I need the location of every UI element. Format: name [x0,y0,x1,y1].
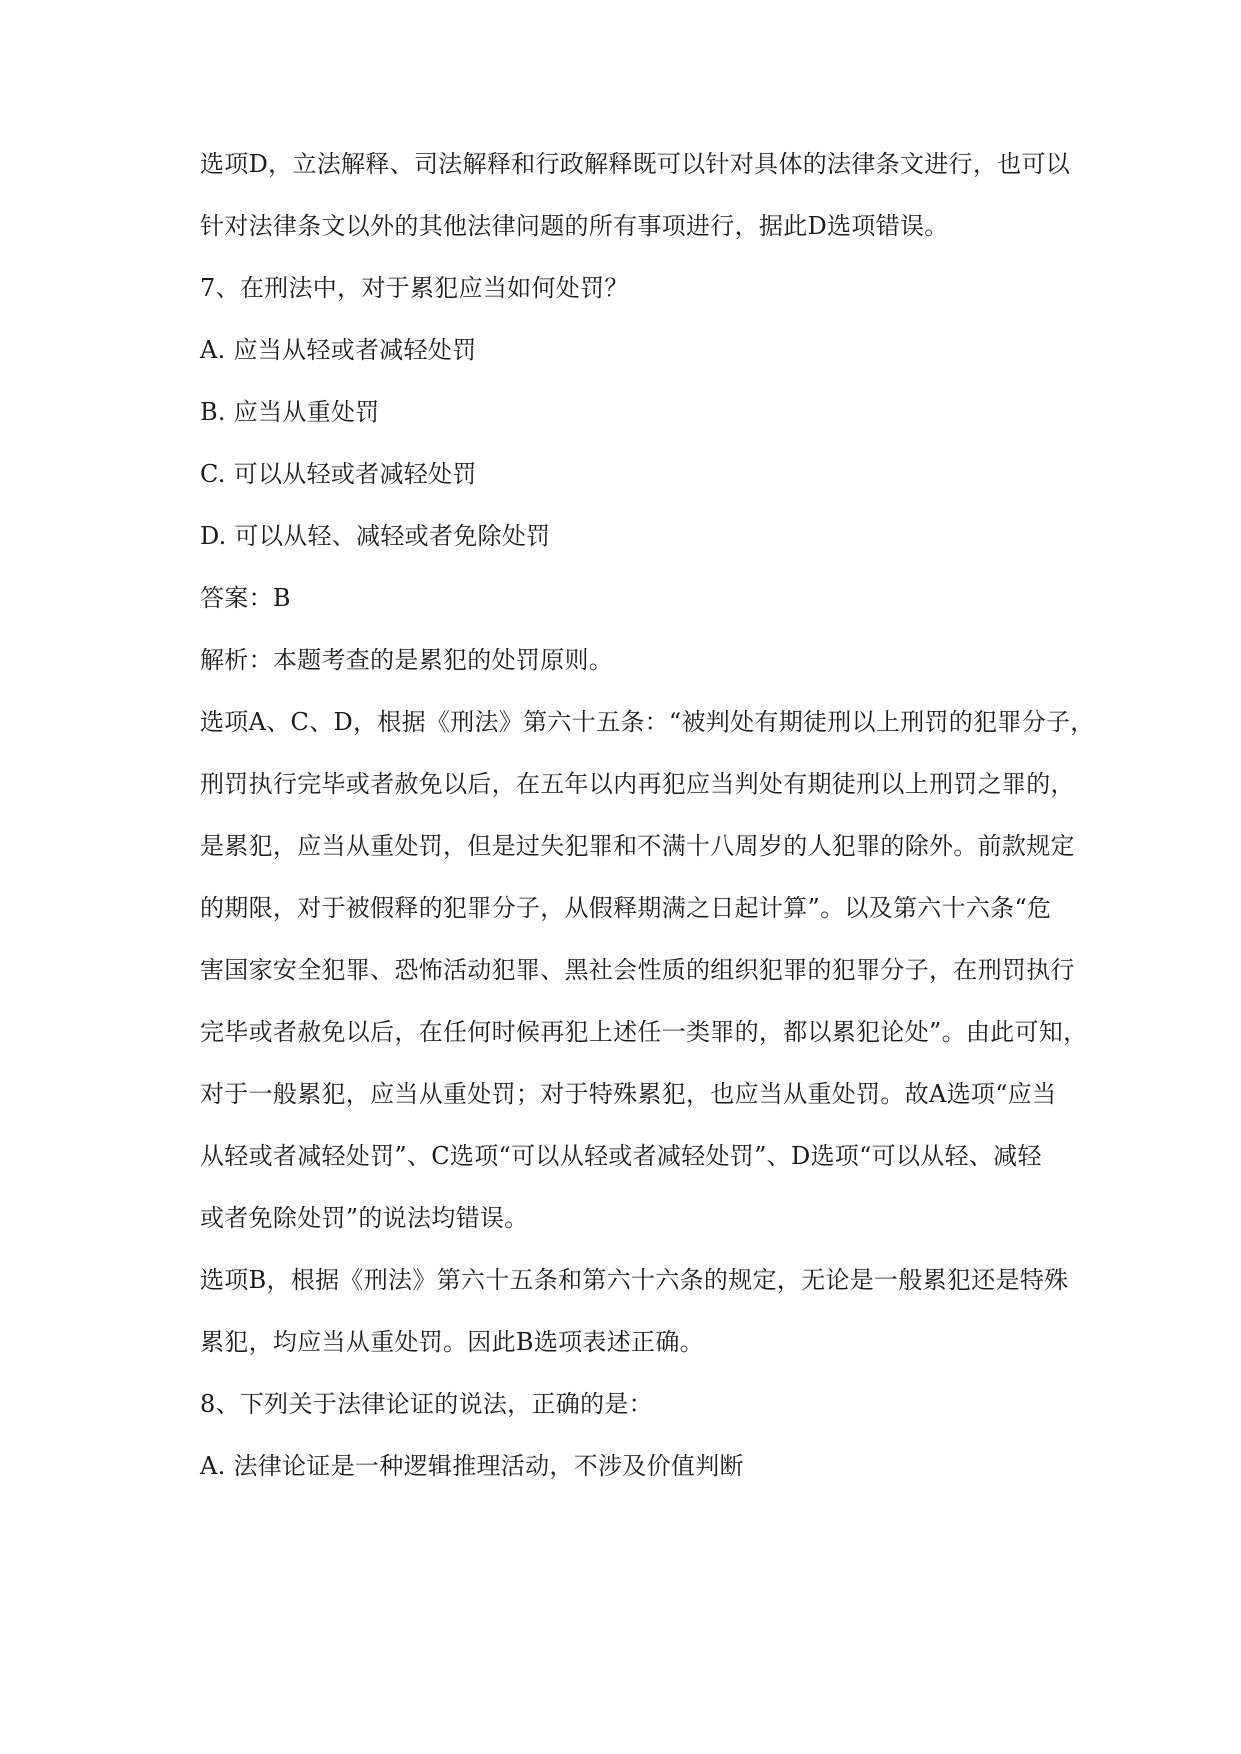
question-8-title: 8、下列关于法律论证的说法，正确的是： [200,1390,653,1418]
text-line: 选项A、C、D，根据《刑法》第六十五条：“被判处有期徒刑以上刑罚的犯罪分子， [200,708,1095,736]
question-7-option-d: D. 可以从轻、减轻或者免除处罚 [200,522,551,550]
question-7-analysis: 解析：本题考查的是累犯的处罚原则。 [200,646,614,674]
text-line: 累犯，均应当从重处罚。因此B选项表述正确。 [200,1328,704,1356]
text-line: 选项D，立法解释、司法解释和行政解释既可以针对具体的法律条文进行，也可以 [200,150,1071,178]
question-7-answer: 答案：B [200,584,291,612]
text-line: 从轻或者减轻处罚”、C选项“可以从轻或者减轻处罚”、D选项“可以从轻、减轻 [200,1142,1042,1170]
text-line: 害国家安全犯罪、恐怖活动犯罪、黑社会性质的组织犯罪的犯罪分子，在刑罚执行 [200,956,1075,984]
text-line: 完毕或者赦免以后，在任何时候再犯上述任一类罪的，都以累犯论处”。由此可知， [200,1018,1088,1046]
question-7-title: 7、在刑法中，对于累犯应当如何处罚？ [200,274,629,302]
question-7-option-c: C. 可以从轻或者减轻处罚 [200,460,477,488]
text-line: 刑罚执行完毕或者赦免以后，在五年以内再犯应当判处有期徒刑以上刑罚之罪的， [200,770,1075,798]
question-7-option-b: B. 应当从重处罚 [200,398,380,426]
text-line: 是累犯，应当从重处罚，但是过失犯罪和不满十八周岁的人犯罪的除外。前款规定 [200,832,1075,860]
question-7-option-a: A. 应当从轻或者减轻处罚 [200,336,477,364]
question-8-option-a: A. 法律论证是一种逻辑推理活动，不涉及价值判断 [200,1452,744,1480]
text-line: 针对法律条文以外的其他法律问题的所有事项进行，据此D选项错误。 [200,212,949,240]
text-line: 对于一般累犯，应当从重处罚；对于特殊累犯，也应当从重处罚。故A选项“应当 [200,1080,1057,1108]
text-line: 选项B，根据《刑法》第六十五条和第六十六条的规定，无论是一般累犯还是特殊 [200,1266,1069,1294]
text-line: 或者免除处罚”的说法均错误。 [200,1204,529,1232]
text-line: 的期限，对于被假释的犯罪分子，从假释期满之日起计算”。以及第六十六条“危 [200,894,1052,922]
